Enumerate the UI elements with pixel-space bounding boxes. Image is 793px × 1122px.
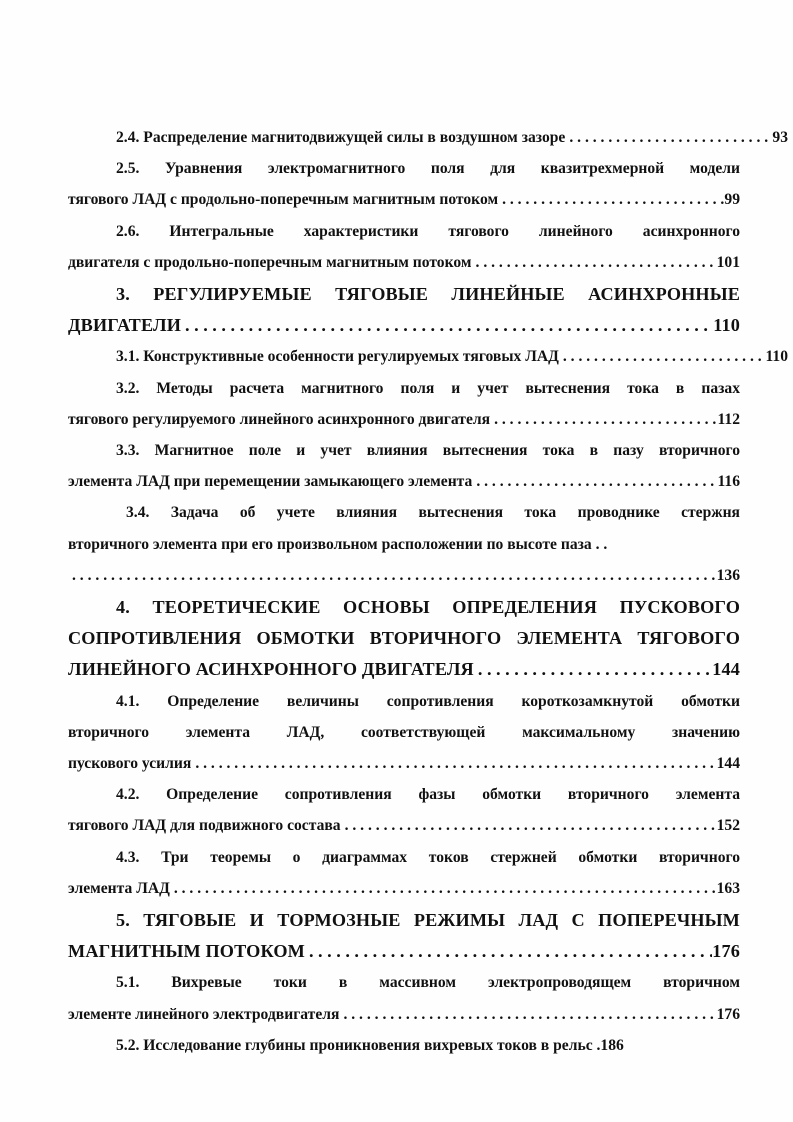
- toc-entry-title-continuation: тягового ЛАД для подвижного состава: [68, 817, 341, 835]
- toc-entry-title-continuation: элемента ЛАД: [68, 879, 170, 897]
- toc-page-number: 176: [716, 1005, 740, 1023]
- dot-leader: [472, 466, 717, 497]
- toc-page-number: 144: [712, 659, 740, 680]
- toc-chapter-3[interactable]: [68, 279, 740, 341]
- toc-page-number: 144: [716, 755, 740, 773]
- toc-entry-4-2[interactable]: [68, 779, 740, 841]
- toc-page-number: 163: [716, 879, 740, 897]
- dot-leader: [68, 560, 717, 591]
- toc-entry-title-continuation: пускового усилия: [68, 755, 192, 773]
- toc-line: [68, 936, 740, 967]
- toc-page-number: 112: [717, 410, 740, 428]
- toc-entry-title: 3.1. Конструктивные особенности регулируемых тяговых ЛАД: [116, 348, 559, 366]
- dot-leader: [559, 341, 766, 372]
- toc-chapter-title: 4. ТЕОРЕТИЧЕСКИЕ ОСНОВЫ ОПРЕДЕЛЕНИЯ ПУСКОВОГО: [116, 597, 740, 618]
- toc-chapter-title-continuation: МАГНИТНЫМ ПОТОКОМ: [68, 941, 305, 962]
- dot-leader: [565, 122, 772, 153]
- dot-leader: [474, 654, 712, 685]
- toc-entry-5-1[interactable]: [68, 967, 740, 1029]
- dot-leader: [341, 810, 717, 841]
- toc-page-number: 136: [716, 566, 740, 584]
- toc-entry-title: 4.1. Определение величины сопротивления короткозамкнутой обмотки: [116, 692, 740, 710]
- toc-page-number: 99: [724, 191, 740, 209]
- toc-chapter-title-continuation: СОПРОТИВЛЕНИЯ ОБМОТКИ ВТОРИЧНОГО ЭЛЕМЕНТА ТЯГОВОГО: [68, 628, 740, 649]
- toc-entry-3-1[interactable]: [68, 341, 788, 372]
- toc-line: [68, 1030, 788, 1061]
- toc-entry-title-continuation: тягового регулируемого линейного асинхронного двигателя: [68, 410, 491, 428]
- dot-leader: [170, 873, 717, 904]
- toc-line: [68, 810, 740, 841]
- toc-line: [68, 654, 740, 685]
- toc-page-number: 101: [716, 253, 740, 271]
- toc-chapter-title-continuation: ЛИНЕЙНОГО АСИНХРОННОГО ДВИГАТЕЛЯ: [68, 659, 474, 680]
- toc-entry-title-continuation: элемента ЛАД при перемещении замыкающего элемента: [68, 473, 473, 491]
- toc-entry-title: 4.2. Определение сопротивления фазы обмотки вторичного элемента: [116, 786, 740, 804]
- toc-entry-title: 3.3. Магнитное поле и учет влияния вытеснения тока в пазу вторичного: [116, 442, 740, 460]
- toc-line: [68, 873, 740, 904]
- toc-entry-4-1[interactable]: [68, 686, 740, 780]
- toc-chapter-title-continuation: ДВИГАТЕЛИ: [68, 315, 181, 336]
- toc-entry-title: 5.2. Исследование глубины проникновения вихревых токов в рельс .: [116, 1036, 601, 1054]
- toc-page-number: 110: [713, 315, 740, 336]
- table-of-contents: [68, 122, 788, 1061]
- toc-entry-title: 4.3. Три теоремы о диаграммах токов стержней обмотки вторичного: [116, 848, 740, 866]
- toc-entry-2-5[interactable]: [68, 153, 740, 215]
- toc-line: [68, 748, 740, 779]
- toc-chapter-5[interactable]: [68, 905, 740, 967]
- toc-page-number: 152: [716, 817, 740, 835]
- toc-page-number: 116: [717, 473, 740, 491]
- toc-entry-title: 2.4. Распределение магнитодвижущей силы в воздушном зазоре: [116, 129, 566, 146]
- toc-page-number: 176: [712, 941, 740, 962]
- toc-entry-title: 2.6. Интегральные характеристики тягового линейного асинхронного: [116, 222, 740, 240]
- dot-leader: [339, 999, 716, 1030]
- toc-line: [68, 310, 740, 341]
- toc-line: [68, 999, 740, 1030]
- toc-page-number: 110: [765, 348, 788, 366]
- toc-page-number: 186: [600, 1036, 624, 1054]
- dot-leader: [490, 404, 717, 435]
- toc-entry-title: 3.4. Задача об учете влияния вытеснения тока проводнике стержня: [126, 504, 740, 522]
- toc-entry-title-continuation: элементе линейного электродвигателя: [68, 1005, 340, 1023]
- dot-leader: [305, 936, 712, 967]
- toc-chapter-4[interactable]: [68, 592, 740, 686]
- toc-entry-3-2[interactable]: [68, 373, 740, 435]
- toc-entry-title-continuation: двигателя с продольно-поперечным магнитным потоком: [68, 253, 472, 271]
- toc-line: [68, 122, 788, 153]
- dot-leader: [498, 184, 724, 215]
- toc-entry-title: 5.1. Вихревые токи в массивном электропроводящем вторичном: [116, 974, 740, 992]
- toc-page-number: 93: [772, 129, 788, 146]
- toc-entry-title-continuation: вторичного элемента при его произвольном расположении по высоте паза . .: [68, 535, 608, 553]
- dot-leader: [472, 247, 717, 278]
- toc-line: [68, 404, 740, 435]
- toc-chapter-title: 3. РЕГУЛИРУЕМЫЕ ТЯГОВЫЕ ЛИНЕЙНЫЕ АСИНХРОННЫЕ: [116, 284, 740, 305]
- toc-line: [68, 341, 788, 372]
- toc-entry-3-4[interactable]: [68, 497, 740, 591]
- toc-line: [68, 247, 740, 278]
- toc-entry-title-continuation: вторичного элемента ЛАД, соответствующей максимальному значению: [68, 723, 740, 741]
- dot-leader: [191, 748, 716, 779]
- toc-chapter-title: 5. ТЯГОВЫЕ И ТОРМОЗНЫЕ РЕЖИМЫ ЛАД С ПОПЕРЕЧНЫМ: [116, 910, 740, 931]
- toc-entry-2-4[interactable]: [68, 122, 788, 153]
- toc-entry-2-6[interactable]: [68, 216, 740, 278]
- toc-line: [68, 560, 740, 591]
- toc-entry-title: 3.2. Методы расчета магнитного поля и учет вытеснения тока в пазах: [116, 379, 740, 397]
- toc-entry-4-3[interactable]: [68, 842, 740, 904]
- toc-line: [68, 184, 740, 215]
- toc-entry-3-3[interactable]: [68, 435, 740, 497]
- toc-line: [68, 466, 740, 497]
- toc-entry-title-continuation: тягового ЛАД с продольно-поперечным магнитным потоком: [68, 191, 499, 209]
- toc-entry-title: 2.5. Уравнения электромагнитного поля для квазитрехмерной модели: [116, 160, 740, 178]
- toc-entry-5-2[interactable]: [68, 1030, 740, 1061]
- dot-leader: [181, 310, 713, 341]
